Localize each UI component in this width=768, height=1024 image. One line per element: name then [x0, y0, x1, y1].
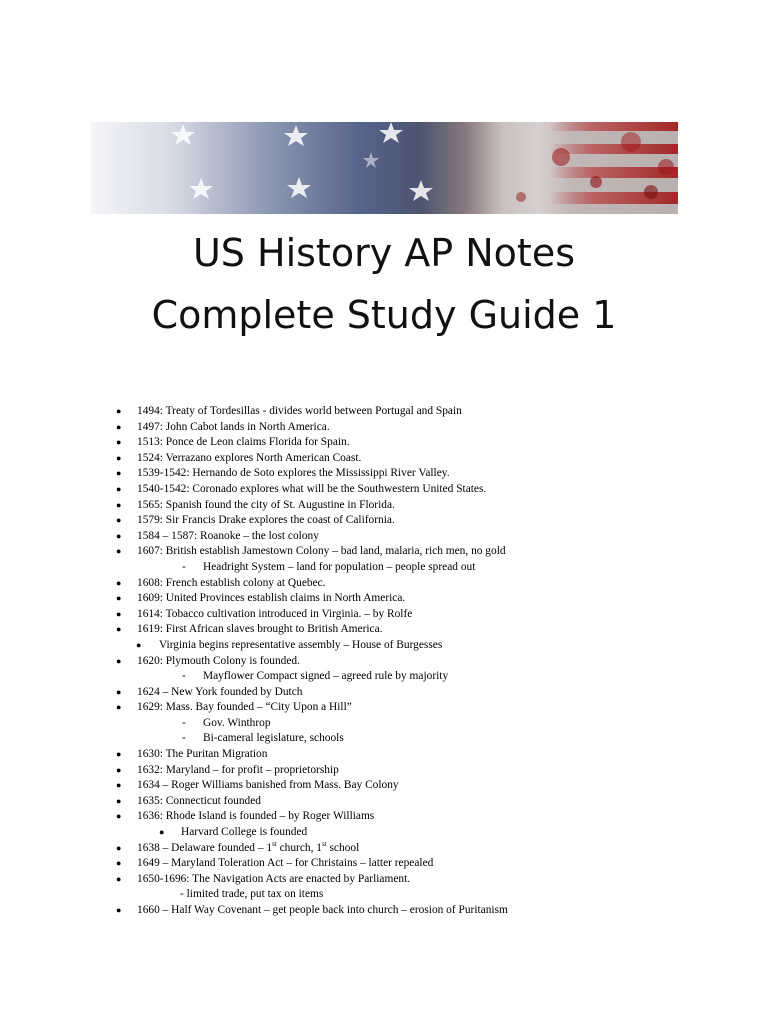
list-item-text: Headright System – land for population – people spread out [203, 560, 476, 573]
list-item-text: 1609: United Provinces establish claims in North America. [137, 592, 406, 605]
list-item-text: 1634 – Roger Williams banished from Mass. Bay Colony [137, 779, 399, 792]
list-item [0, 685, 768, 701]
list-item-text: 1638 – Delaware founded – 1st church, 1st school [137, 839, 360, 854]
bullet-icon: ● [116, 702, 122, 713]
list-item-text: 1649 – Maryland Toleration Act – for Christains – latter repealed [137, 857, 434, 870]
bullet-icon: ● [116, 499, 122, 510]
list-item [0, 498, 768, 514]
list-item-text: 1524: Verrazano explores North American Coast. [137, 451, 362, 464]
list-item [0, 654, 768, 670]
bullet-icon: ● [116, 842, 122, 853]
list-item [0, 638, 768, 654]
list-item [0, 466, 768, 482]
list-item [0, 747, 768, 763]
list-item-text: 1624 – New York founded by Dutch [137, 685, 303, 698]
list-item-text: 1630: The Puritan Migration [137, 748, 268, 761]
bullet-icon: ● [116, 764, 122, 775]
list-item-text: 1539-1542: Hernando de Soto explores the Mississippi River Valley. [137, 467, 450, 480]
list-item [0, 607, 768, 623]
bullet-icon: ● [116, 483, 122, 494]
title-line-1: US History AP Notes [192, 231, 576, 275]
document-title [0, 222, 768, 346]
list-item-text: Harvard College is founded [181, 826, 308, 839]
list-item [0, 591, 768, 607]
bullet-icon: ● [116, 858, 122, 869]
list-item [0, 482, 768, 498]
list-item-text: 1660 – Half Way Covenant – get people back into church – erosion of Puritanism [137, 904, 508, 916]
list-item-text: 1619: First African slaves brought to British America. [137, 623, 383, 636]
bullet-icon: ● [116, 749, 122, 760]
list-item [0, 731, 768, 747]
list-item-text: 1565: Spanish found the city of St. Augustine in Florida. [137, 498, 395, 511]
dash-marker: - [182, 732, 186, 745]
bullet-icon: ● [116, 795, 122, 806]
bullet-icon: ● [116, 624, 122, 635]
list-item [0, 404, 768, 420]
bullet-icon: ● [116, 780, 122, 791]
bullet-icon: ● [116, 608, 122, 619]
list-item-text: 1629: Mass. Bay founded – “City Upon a Hill” [137, 701, 352, 714]
bullet-icon: ● [116, 530, 122, 541]
bullet-icon: ● [116, 452, 122, 463]
list-item [0, 841, 768, 857]
list-item-text: 1584 – 1587: Roanoke – the lost colony [137, 529, 319, 542]
list-item [0, 903, 768, 919]
list-item [0, 794, 768, 810]
list-item-text: Bi-cameral legislature, schools [203, 732, 344, 745]
list-item [0, 529, 768, 545]
list-item-text: 1579: Sir Francis Drake explores the coast of California. [137, 514, 395, 527]
dash-marker: - [182, 560, 186, 573]
list-item-text: 1620: Plymouth Colony is founded. [137, 654, 300, 667]
list-item [0, 435, 768, 451]
list-item-text: 1632: Maryland – for profit – proprietorship [137, 763, 339, 776]
list-item [0, 763, 768, 779]
list-item-text: Gov. Winthrop [203, 716, 271, 729]
bullet-icon: ● [116, 406, 122, 416]
list-item [0, 825, 768, 841]
list-item [0, 669, 768, 685]
stars-and-stripes-banner-icon [91, 122, 678, 214]
dash-marker: - [182, 716, 186, 729]
list-item [0, 576, 768, 592]
flag-banner-image [91, 122, 678, 214]
list-item [0, 451, 768, 467]
list-item-text: Virginia begins representative assembly – House of Burgesses [159, 638, 443, 651]
bullet-icon: ● [136, 639, 142, 650]
bullet-icon: ● [116, 811, 122, 822]
bullet-icon: ● [116, 468, 122, 479]
list-item [0, 716, 768, 732]
list-item [0, 513, 768, 529]
list-item [0, 700, 768, 716]
title-line-2: Complete Study Guide 1 [151, 293, 617, 337]
list-item [0, 560, 768, 576]
bullet-icon: ● [116, 421, 122, 432]
list-item-text: 1614: Tobacco cultivation introduced in Virginia. – by Rolfe [137, 607, 413, 620]
list-item-text: 1607: British establish Jamestown Colony – bad land, malaria, rich men, no gold [137, 545, 506, 558]
list-item-text: 1540-1542: Coronado explores what will be the Southwestern United States. [137, 482, 487, 495]
bullet-icon: ● [116, 905, 122, 915]
bullet-icon: ● [116, 577, 122, 588]
list-item [0, 778, 768, 794]
list-item-text: 1650-1696: The Navigation Acts are enacted by Parliament. [137, 872, 411, 885]
bullet-icon: ● [116, 437, 122, 448]
bullet-icon: ● [116, 873, 122, 884]
list-item-text: 1636: Rhode Island is founded – by Roger Williams [137, 810, 375, 823]
list-item-text: 1513: Ponce de Leon claims Florida for Spain. [137, 436, 350, 449]
bullet-icon: ● [116, 655, 122, 666]
list-item-text: 1635: Connecticut founded [137, 794, 262, 807]
list-item-text: Mayflower Compact signed – agreed rule by majority [203, 670, 449, 683]
list-item [0, 872, 768, 888]
bullet-icon: ● [159, 827, 165, 838]
bullet-icon: ● [116, 515, 122, 526]
dash-marker: - [182, 670, 186, 683]
timeline-list [0, 404, 768, 919]
bullet-icon: ● [116, 593, 122, 604]
list-item-text: 1608: French establish colony at Quebec. [137, 576, 326, 589]
list-item [0, 544, 768, 560]
list-item [0, 887, 768, 903]
bullet-icon: ● [116, 546, 122, 557]
list-item-text: - limited trade, put tax on items [180, 888, 324, 901]
list-item-text: 1497: John Cabot lands in North America. [137, 420, 330, 433]
bullet-icon: ● [116, 686, 122, 697]
list-item [0, 856, 768, 872]
list-item [0, 622, 768, 638]
list-item-text: 1494: Treaty of Tordesillas - divides world between Portugal and Spain [137, 405, 462, 417]
list-item [0, 420, 768, 436]
list-item [0, 809, 768, 825]
